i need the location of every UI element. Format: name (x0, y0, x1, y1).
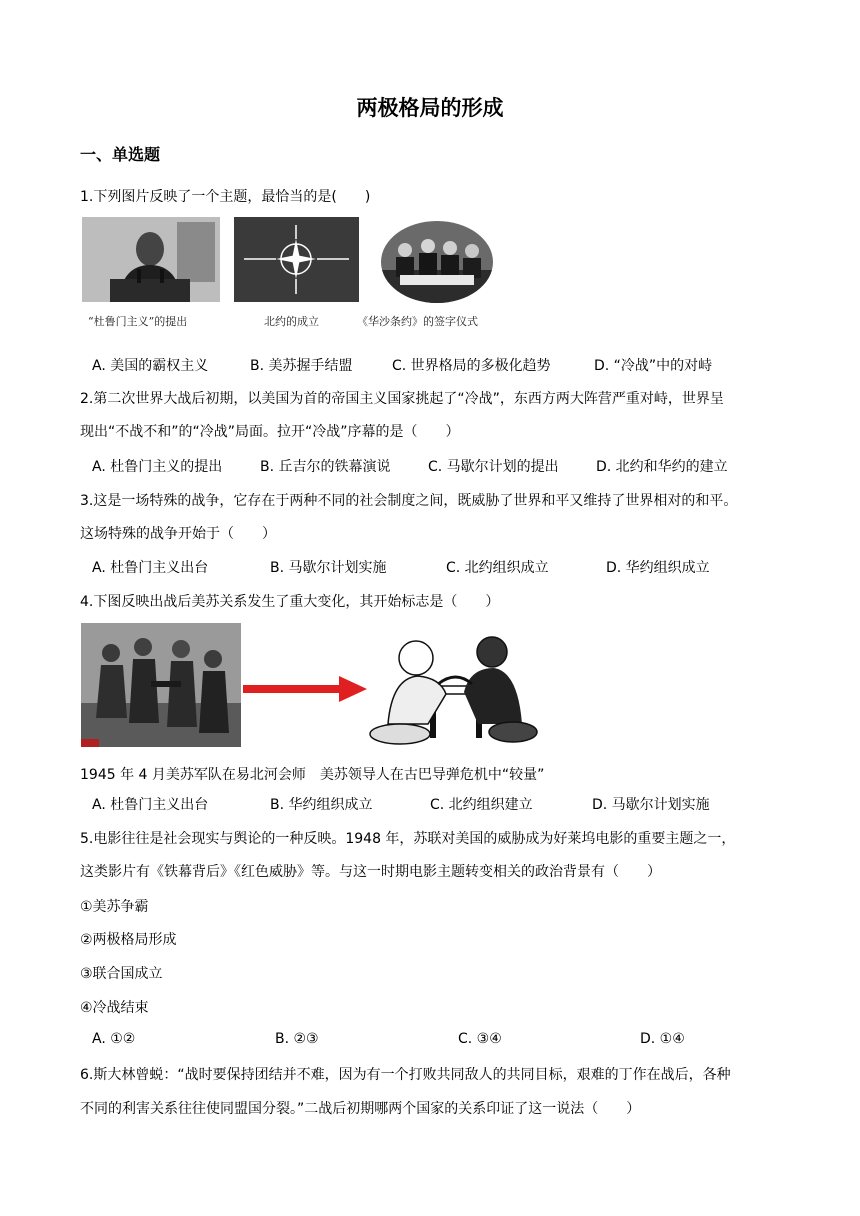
q3-option-d[interactable]: D. 华约组织成立 (606, 560, 710, 576)
cuban-crisis-cartoon (368, 624, 540, 748)
question-1-stem: 1.下列图片反映了一个主题，最恰当的是( ) (80, 189, 371, 205)
question-2-stem-line2: 现出“不战不和”的“冷战”局面。拉开“冷战”序幕的是（ ） (80, 424, 460, 440)
page-title: 两极格局的形成 (356, 96, 504, 120)
question-3-stem-line2: 这场特殊的战争开始于（ ） (80, 526, 276, 542)
truman-photo (82, 217, 220, 302)
question-4-caption: 1945 年 4 月美苏军队在易北河会师 美苏领导人在古巴导弹危机中“较量” (80, 767, 545, 783)
question-6-stem-line1: 6.斯大林曾蜕：“战时要保持团结并不难，因为有一个打败共同敌人的共同目标，艰难的丁作在战后，各种 (80, 1067, 731, 1083)
q5-option-b[interactable]: B. ②③ (275, 1031, 319, 1047)
q3-option-b[interactable]: B. 马歇尔计划实施 (270, 560, 387, 576)
q4-option-c[interactable]: C. 北约组织建立 (430, 797, 533, 813)
q5-item-3: ③联合国成立 (80, 966, 163, 982)
caption-truman: “杜鲁门主义”的提出 (88, 315, 188, 328)
question-4-stem: 4.下图反映出战后美苏关系发生了重大变化，其开始标志是（ ） (80, 594, 500, 610)
q4-option-d[interactable]: D. 马歇尔计划实施 (592, 797, 710, 813)
q2-option-b[interactable]: B. 丘吉尔的铁幕演说 (260, 459, 391, 475)
question-5-stem-line1: 5.电影往往是社会现实与舆论的一种反映。1948 年，苏联对美国的威胁成为好莱坞电影的重要主题之一， (80, 831, 736, 847)
caption-warsaw: 《华沙条约》的签字仪式 (357, 315, 478, 328)
q5-option-d[interactable]: D. ①④ (640, 1031, 685, 1047)
q4-option-a[interactable]: A. 杜鲁门主义出台 (92, 797, 209, 813)
warsaw-pact-photo (380, 220, 494, 304)
question-2-stem-line1: 2.第二次世界大战后初期，以美国为首的帝国主义国家挑起了“冷战”，东西方两大阵营严重对峙，世界呈 (80, 391, 724, 407)
q1-option-c[interactable]: C. 世界格局的多极化趋势 (392, 358, 551, 374)
q5-item-4: ④冷战结束 (80, 1000, 149, 1016)
q5-item-1: ①美苏争霸 (80, 899, 149, 915)
q5-option-a[interactable]: A. ①② (92, 1031, 136, 1047)
q2-option-d[interactable]: D. 北约和华约的建立 (596, 459, 728, 475)
q5-item-2: ②两极格局形成 (80, 932, 177, 948)
q1-option-a[interactable]: A. 美国的霸权主义 (92, 358, 209, 374)
nato-flag (234, 217, 359, 302)
q3-option-a[interactable]: A. 杜鲁门主义出台 (92, 560, 209, 576)
q1-option-d[interactable]: D. “冷战”中的对峙 (594, 358, 713, 374)
q2-option-c[interactable]: C. 马歇尔计划的提出 (428, 459, 559, 475)
caption-nato: 北约的成立 (264, 315, 319, 328)
section-heading: 一、单选题 (80, 145, 161, 164)
q4-option-b[interactable]: B. 华约组织成立 (270, 797, 373, 813)
q1-option-b[interactable]: B. 美苏握手结盟 (250, 358, 353, 374)
q5-option-c[interactable]: C. ③④ (458, 1031, 502, 1047)
question-5-stem-line2: 这类影片有《铁幕背后》《红色威胁》等。与这一时期电影主题转变相关的政治背景有（ ） (80, 864, 661, 880)
right-arrow-icon (243, 674, 367, 704)
q2-option-a[interactable]: A. 杜鲁门主义的提出 (92, 459, 223, 475)
question-6-stem-line2: 不同的利害关系往往使同盟国分裂。”二战后初期哪两个国家的关系印证了这一说法（ ） (80, 1101, 641, 1117)
q3-option-c[interactable]: C. 北约组织成立 (446, 560, 549, 576)
elbe-meeting-photo (81, 623, 241, 747)
question-3-stem-line1: 3.这是一场特殊的战争，它存在于两种不同的社会制度之间，既威胁了世界和平又维持了世界相对的和平。 (80, 493, 738, 509)
